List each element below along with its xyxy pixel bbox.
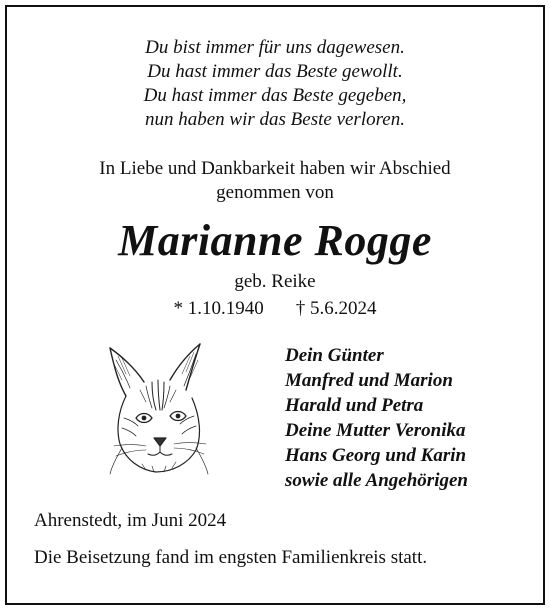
intro-line: genommen von <box>216 182 334 203</box>
birth-date: * 1.10.1940 <box>173 298 264 319</box>
place-date: Ahrenstedt, im Juni 2024 <box>34 510 227 531</box>
mourner-name: sowie alle Angehörigen <box>285 470 468 491</box>
burial-note: Die Beisetzung fand im engsten Familienkreis statt. <box>34 547 428 568</box>
poem-line: Du hast immer das Beste gewollt. <box>147 61 403 82</box>
poem-line: Du hast immer das Beste gegeben, <box>143 85 407 106</box>
poem-line: nun haben wir das Beste verloren. <box>145 109 405 130</box>
cat-sketch-icon <box>96 338 224 478</box>
mourner-name: Harald und Petra <box>285 395 424 416</box>
poem <box>0 36 550 132</box>
deceased-name: Marianne Rogge <box>118 216 432 265</box>
intro-line: In Liebe und Dankbarkeit haben wir Abschied <box>99 158 451 179</box>
mourner-name: Hans Georg und Karin <box>285 445 467 466</box>
maiden-name: geb. Reike <box>234 271 316 292</box>
life-dates <box>0 297 550 321</box>
intro-text <box>0 157 550 205</box>
mourner-name: Deine Mutter Veronika <box>285 420 466 441</box>
death-date: † 5.6.2024 <box>295 298 377 319</box>
poem-line: Du bist immer für uns dagewesen. <box>145 37 405 58</box>
mourner-name: Manfred und Marion <box>285 370 453 391</box>
mourners-list <box>285 343 468 493</box>
mourner-name: Dein Günter <box>285 345 384 366</box>
